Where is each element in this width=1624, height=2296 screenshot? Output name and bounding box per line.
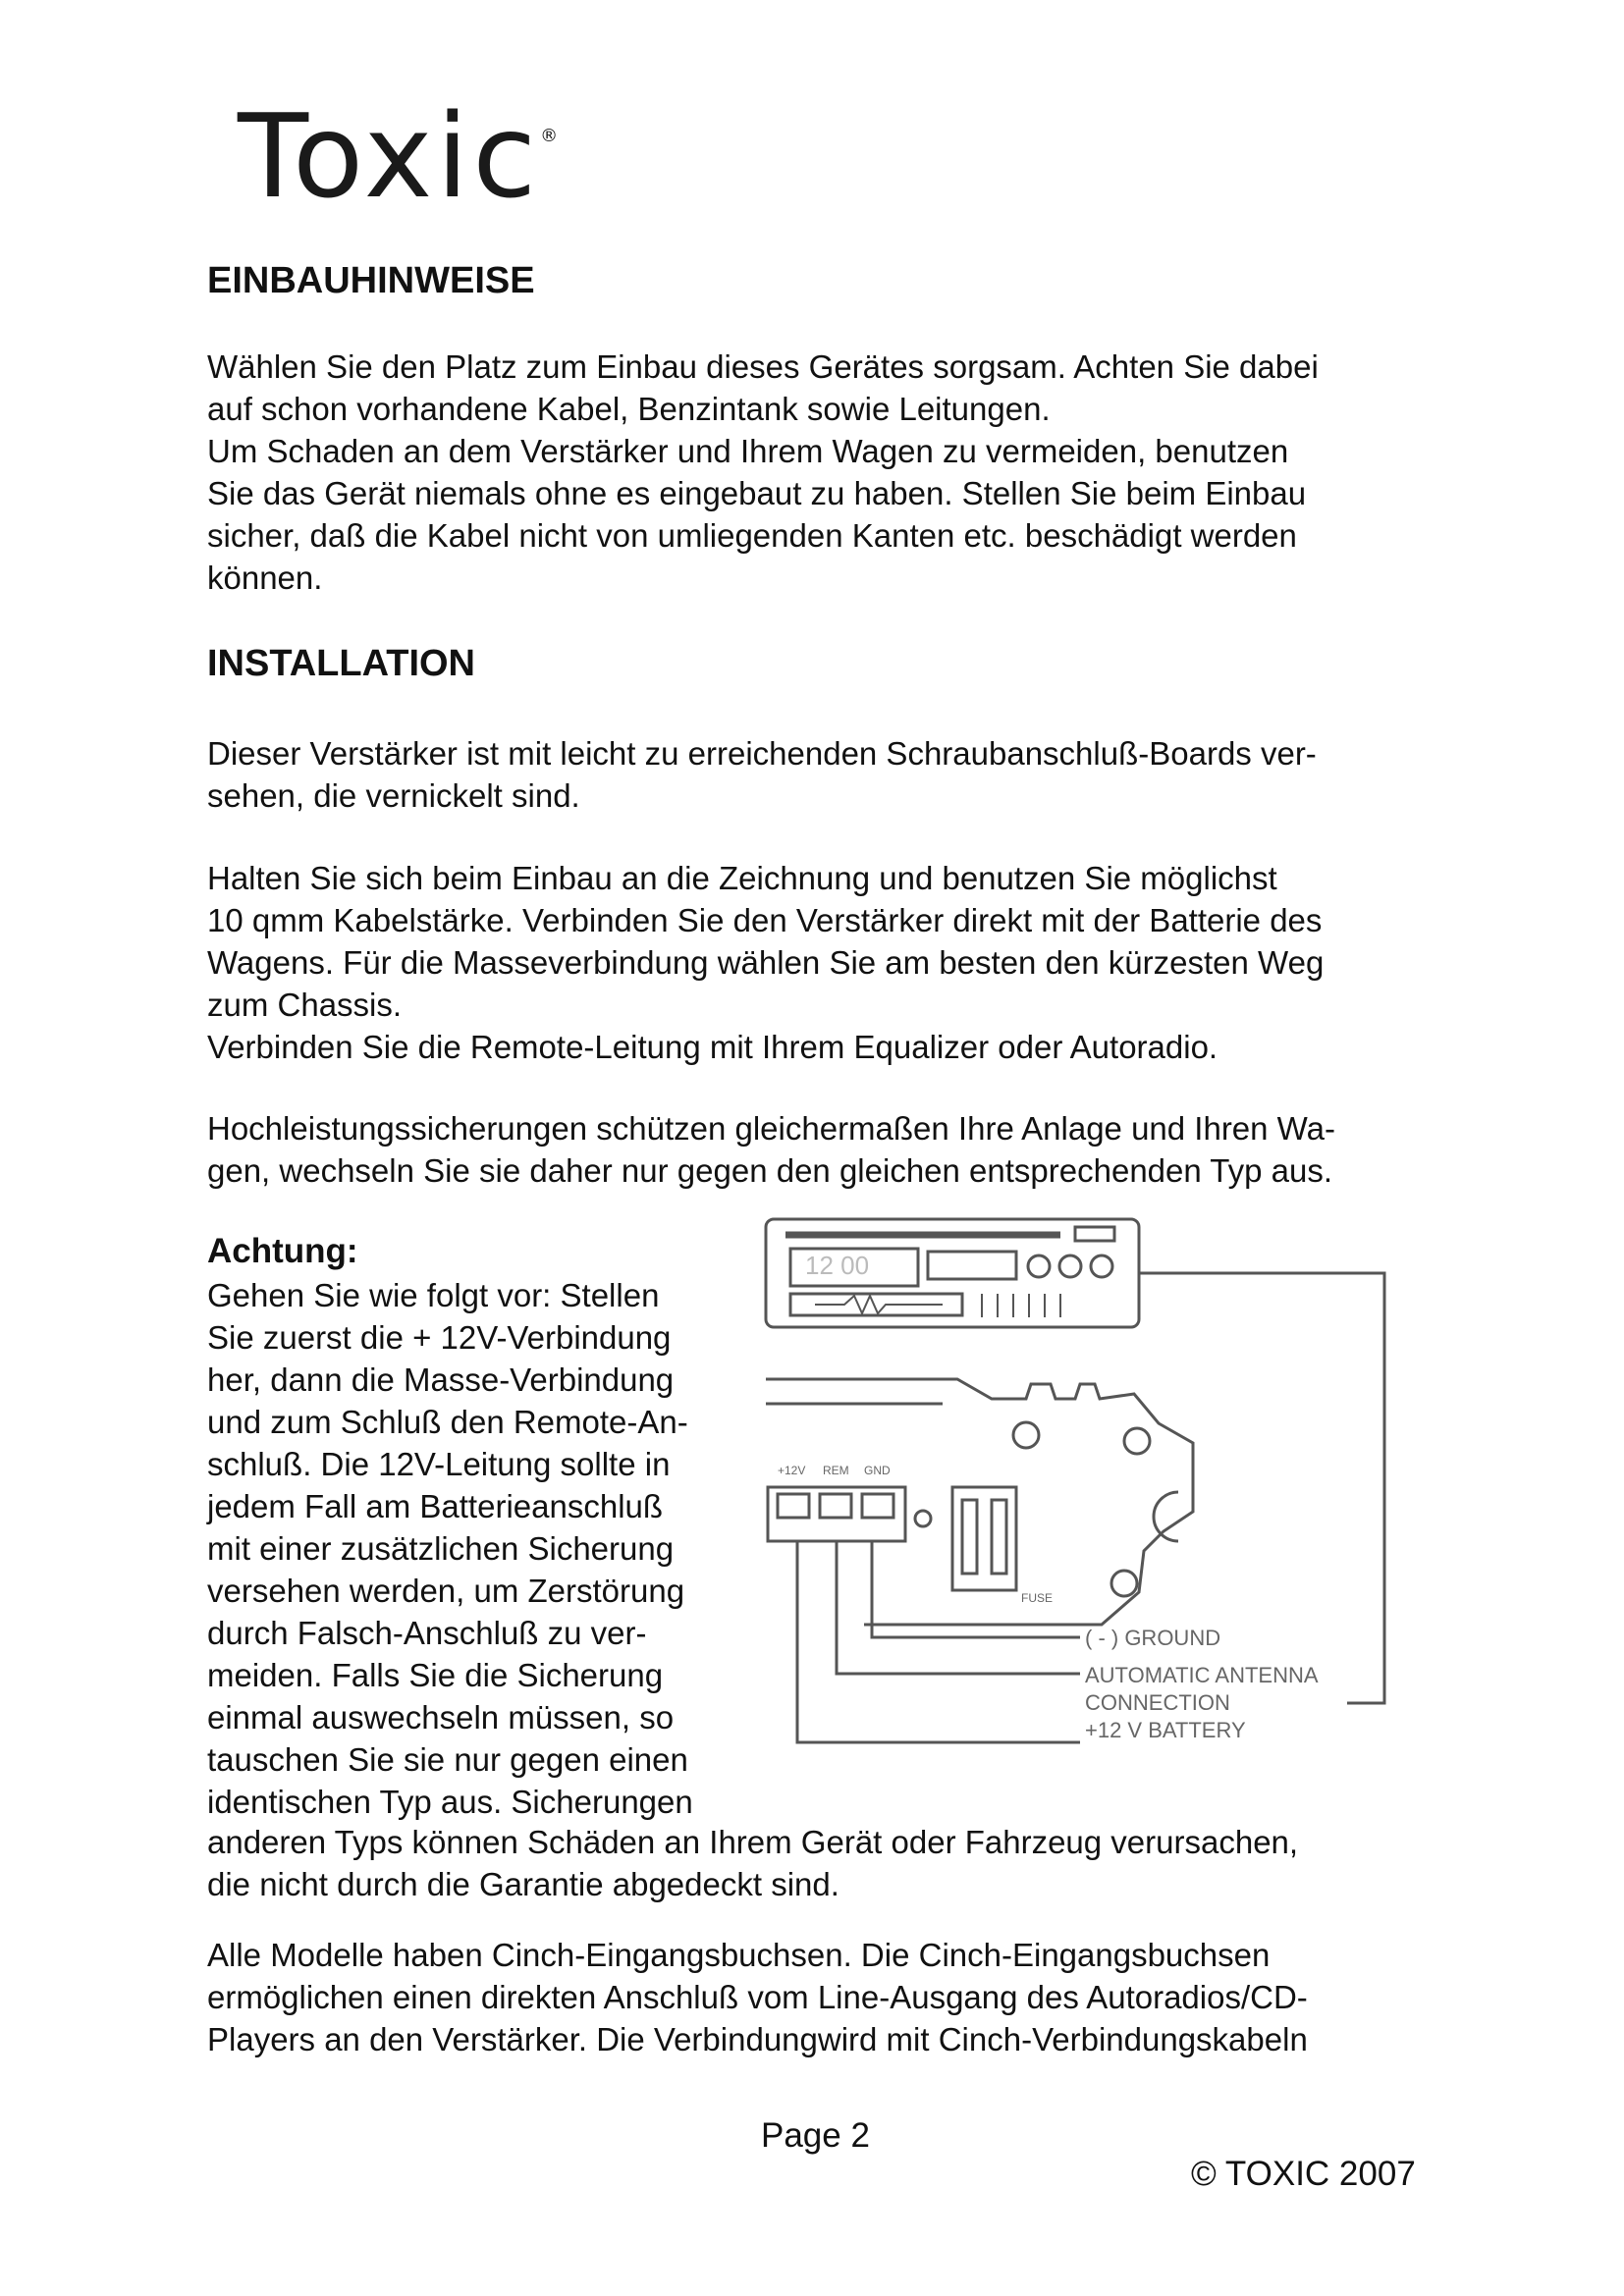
terminal-led	[915, 1511, 931, 1526]
paragraph-installation-3: Hochleistungssicherungen schützen gleichermaßen Ihre Anlage und Ihren Wa- gen, wechseln Sie sie daher nur gegen den gleichen entsprechenden Typ aus.	[207, 1110, 1335, 1189]
radio-signal-wave	[815, 1296, 943, 1313]
amplifier-screw-1	[1013, 1422, 1039, 1448]
radio-equalizer-sliders	[982, 1294, 1060, 1317]
terminal-label-rem: REM	[823, 1464, 849, 1477]
copyright: © TOXIC 2007	[1191, 2155, 1416, 2193]
terminal-label-12v: +12V	[778, 1464, 806, 1477]
page-number: Page 2	[761, 2116, 870, 2155]
label-ground: ( - ) GROUND	[1085, 1626, 1221, 1650]
radio-knob-3	[1091, 1255, 1112, 1277]
wiring-diagram	[746, 1207, 1414, 1767]
amplifier-screw-2	[1124, 1428, 1150, 1454]
terminal-gnd	[862, 1494, 893, 1518]
fuse-label: FUSE	[1021, 1591, 1054, 1605]
paragraph-einbauhinweise: Wählen Sie den Platz zum Einbau dieses Gerätes sorgsam. Achten Sie dabei auf schon vorhandene Kabel, Benzintank sowie Leitungen. Um Schaden an dem Verstärker und Ihrem Wagen zu vermeiden, benutzen Sie das Gerät niemals ohne es eingebaut zu haben. Stellen Sie beim Einbau sicher, daß die Kabel nicht von umliegenden Kanten etc. beschädigt werden können.	[207, 348, 1319, 596]
label-battery: +12 V BATTERY	[1085, 1718, 1246, 1742]
achtung-text-continued: anderen Typs können Schäden an Ihrem Gerät oder Fahrzeug verursachen, die nicht durch die Garantie abgedeckt sind.	[207, 1824, 1299, 1902]
heading-installation: INSTALLATION	[207, 643, 475, 684]
toxic-logo	[238, 88, 563, 224]
registered-mark: ®	[540, 126, 563, 146]
achtung-heading: Achtung:	[207, 1232, 358, 1270]
paragraph-installation-2: Halten Sie sich beim Einbau an die Zeichnung und benutzen Sie möglichst 10 qmm Kabelstärke. Verbinden Sie den Verstärker direkt mit der Batterie des Wagens. Für die Masseverbindung wählen Sie am besten den kürzesten Weg zum Chassis. Verbinden Sie die Remote-Leitung mit Ihrem Equalizer oder Autoradio.	[207, 860, 1325, 1065]
radio-display-text: 12 00	[805, 1251, 870, 1280]
fuse-2	[992, 1500, 1006, 1574]
amplifier-screw-3	[1111, 1571, 1137, 1596]
label-antenna-line2: CONNECTION	[1085, 1690, 1230, 1715]
heading-einbauhinweise: EINBAUHINWEISE	[207, 260, 535, 301]
fuse-1	[962, 1500, 977, 1574]
radio-preset-buttons	[928, 1252, 1016, 1279]
terminal-12v	[778, 1494, 809, 1518]
amplifier-notch	[1154, 1492, 1178, 1541]
paragraph-installation-1: Dieser Verstärker ist mit leicht zu erreichenden Schraubanschluß-Boards ver- sehen, die vernickelt sind.	[207, 735, 1317, 814]
logo-text: Toxic	[238, 88, 541, 224]
label-antenna-line1: AUTOMATIC ANTENNA	[1085, 1663, 1319, 1687]
radio-knob-1	[1028, 1255, 1050, 1277]
achtung-text: Gehen Sie wie folgt vor: Stellen Sie zuerst die + 12V-Verbindung her, dann die Masse-Verbindung und zum Schluß den Remote-An- schluß. Die 12V-Leitung sollte in jedem Fall am Batterieanschluß mit einer zusätzlichen Sicherung versehen werden, um Zerstörung durch Falsch-Anschluß zu ver- meiden. Falls Sie die Sicherung einmal auswechseln müssen, so tauschen Sie sie nur gegen einen identischen Typ aus. Sicherungen	[207, 1277, 693, 1820]
paragraph-cinch: Alle Modelle haben Cinch-Eingangsbuchsen. Die Cinch-Eingangsbuchsen ermöglichen einen direkten Anschluß vom Line-Ausgang des Autoradios/CD- Players an den Verstärker. Die Verbindungwird mit Cinch-Verbindungskabeln	[207, 1937, 1308, 2057]
terminal-label-gnd: GND	[864, 1464, 891, 1477]
terminal-rem	[820, 1494, 851, 1518]
amplifier-outline	[766, 1379, 1193, 1625]
battery-wire	[797, 1541, 1080, 1742]
radio-knob-2	[1059, 1255, 1081, 1277]
radio-eject-slot	[1075, 1227, 1114, 1241]
